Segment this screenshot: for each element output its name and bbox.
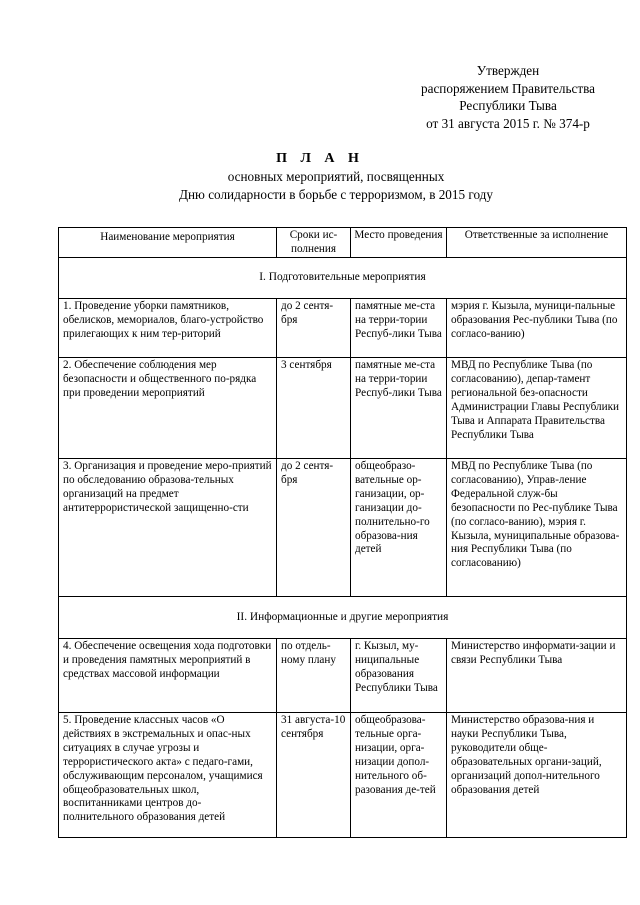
table-row <box>59 713 627 838</box>
table-row <box>59 459 627 597</box>
header-name: Наименование мероприятия <box>59 228 277 258</box>
cell-place: памятные ме-ста на терри-тории Респуб-лики Тыва <box>351 358 447 459</box>
approval-block <box>388 62 628 132</box>
section-title-1: I. Подготовительные мероприятия <box>59 258 627 299</box>
approval-line-1: Утвержден <box>476 63 540 78</box>
cell-responsible: Министерство образова-ния и науки Республики Тыва, руководители обще-образовательных органи-заций, организаций допол-нительного образования детей <box>447 713 627 838</box>
cell-deadline: до 2 сентя-бря <box>277 459 351 597</box>
cell-place: г. Кызыл, му-ниципальные образования Республики Тыва <box>351 639 447 713</box>
approval-line-4: от 31 августа 2015 г. № 374-р <box>426 115 590 131</box>
cell-deadline: до 2 сентя-бря <box>277 299 351 358</box>
plan-subtitle-line-2: Дню солидарности в борьбе с терроризмом, в 2015 году <box>179 186 493 202</box>
cell-place: общеобразо-вательные ор-ганизации, ор-ганизации до-полнительно-го образова-ния детей <box>351 459 447 597</box>
cell-place: памятные ме-ста на терри-тории Респуб-лики Тыва <box>351 299 447 358</box>
cell-name: 5. Проведение классных часов «О действиях в экстремальных и опас-ных ситуациях в случае угрозы и террористического акта» с педаго-гами, обслуживающим персоналом, учащимися общеобразовательных школ, воспитанниками центров до-полнительного образования детей <box>59 713 277 838</box>
table-header-row <box>59 228 627 258</box>
cell-name: 1. Проведение уборки памятников, обелисков, мемориалов, благо-устройство прилегающих к ним тер-риторий <box>59 299 277 358</box>
plan-table <box>58 227 627 838</box>
cell-name: 2. Обеспечение соблюдения мер безопасности и общественного по-рядка при проведении мероприятий <box>59 358 277 459</box>
cell-deadline: 3 сентября <box>277 358 351 459</box>
cell-responsible: МВД по Республике Тыва (по согласованию), депар-тамент региональной без-опасности Администрации Главы Республики Тыва и Аппарата Правительства Республики Тыва <box>447 358 627 459</box>
cell-name: 3. Организация и проведение меро-приятий по обследованию образова-тельных организаций на предмет антитеррористической защищенно-сти <box>59 459 277 597</box>
table-row <box>59 358 627 459</box>
cell-place: общеобразова-тельные орга-низации, орга-низации допол-нительного об-разования де-тей <box>351 713 447 838</box>
plan-subtitle <box>0 168 640 203</box>
header-deadline: Сроки ис-полнения <box>277 228 351 258</box>
cell-deadline: по отдель-ному плану <box>277 639 351 713</box>
section-row <box>59 258 627 299</box>
cell-deadline: 31 августа-10 сентября <box>277 713 351 838</box>
table-row <box>59 299 627 358</box>
section-row <box>59 597 627 639</box>
header-place: Место проведения <box>351 228 447 258</box>
table-row <box>59 639 627 713</box>
plan-title: П Л А Н <box>276 151 364 166</box>
cell-name: 4. Обеспечение освещения хода подготовки и проведения памятных мероприятий в средствах массовой информации <box>59 639 277 713</box>
section-title-2: II. Информационные и другие мероприятия <box>59 597 627 639</box>
cell-responsible: мэрия г. Кызыла, муници-пальные образования Рес-публики Тыва (по согласо-ванию) <box>447 299 627 358</box>
plan-subtitle-line-1: основных мероприятий, посвященных <box>227 169 445 184</box>
approval-line-2: распоряжением Правительства <box>421 80 595 96</box>
header-responsible: Ответственные за исполнение <box>447 228 627 258</box>
cell-responsible: МВД по Республике Тыва (по согласованию), Управ-ление Федеральной служ-бы безопасности по Рес-публике Тыва (по согласо-ванию), мэрия г. Кызыла, муниципальные образова-ния Республики Тыва (по согласованию) <box>447 459 627 597</box>
approval-line-3: Республики Тыва <box>459 98 557 113</box>
cell-responsible: Министерство информати-зации и связи Республики Тыва <box>447 639 627 713</box>
